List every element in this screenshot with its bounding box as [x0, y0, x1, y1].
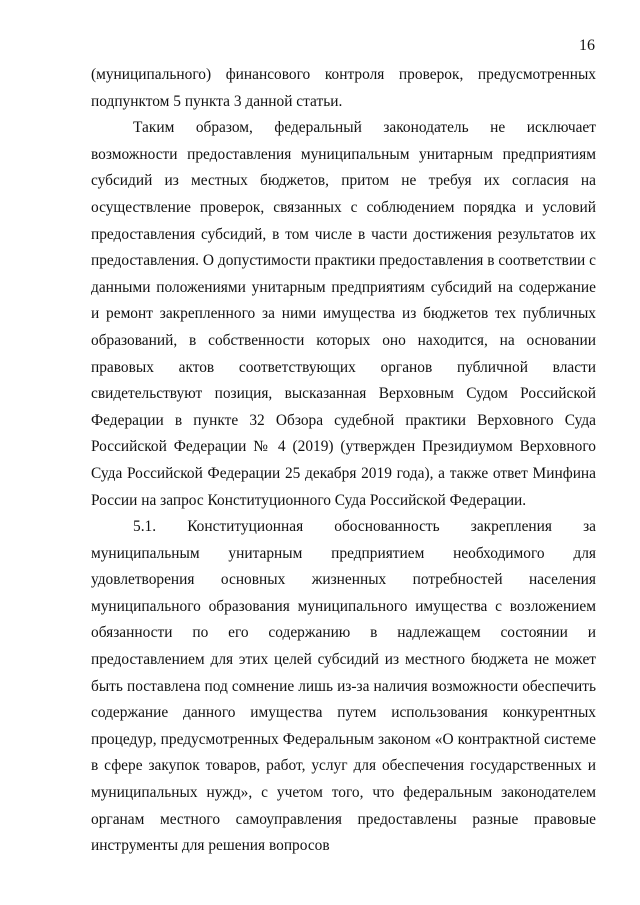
paragraph-continuation: (муниципального) финансового контроля проверок, предусмотренных подпунктом 5 пункта 3 данной статьи.	[91, 66, 596, 110]
paragraph-federal-legislator: Таким образом, федеральный законодатель не исключает возможности предоставления муниципальным унитарным предприятиям субсидий из местных бюджетов, притом не требуя их согласия на осуществление проверок, связанных с соблюдением порядка и условий предоставления субсидий, в том числе в части достижения результатов их предоставления. О допустимости практики предоставления в соответствии с данными положениями унитарным предприятиям субсидий на содержание и ремонт закрепленного за ними имущества из бюджетов тех публичных образований, в собственности которых оно находится, на основании правовых актов соответствующих органов публичной власти свидетельствуют позиция, высказанная Верховным Судом Российской Федерации в пункте 32 Обзора судебной практики Верховного Суда Российской Федерации № 4 (2019) (утвержден Президиумом Верховного Суда Российской Федерации 25 декабря 2019 года), а также ответ Минфина России на запрос Конституционного Суда Российской Федерации.	[91, 119, 596, 509]
document-body	[91, 62, 596, 860]
page-number: 16	[579, 37, 595, 54]
paragraph-5-1: 5.1. Конституционная обоснованность закрепления за муниципальным унитарным предприятием необходимого для удовлетворения основных жизненных потребностей населения муниципального образования муниципального имущества с возложением обязанности по его содержанию в надлежащем состоянии и предоставлением для этих целей субсидий из местного бюджета не может быть поставлена под сомнение лишь из-за наличия возможности обеспечить содержание данного имущества путем использования конкурентных процедур, предусмотренных Федеральным законом «О контрактной системе в сфере закупок товаров, работ, услуг для обеспечения государственных и муниципальных нужд», с учетом того, что федеральным законодателем органам местного самоуправления предоставлены разные правовые инструменты для решения вопросов	[91, 518, 596, 855]
